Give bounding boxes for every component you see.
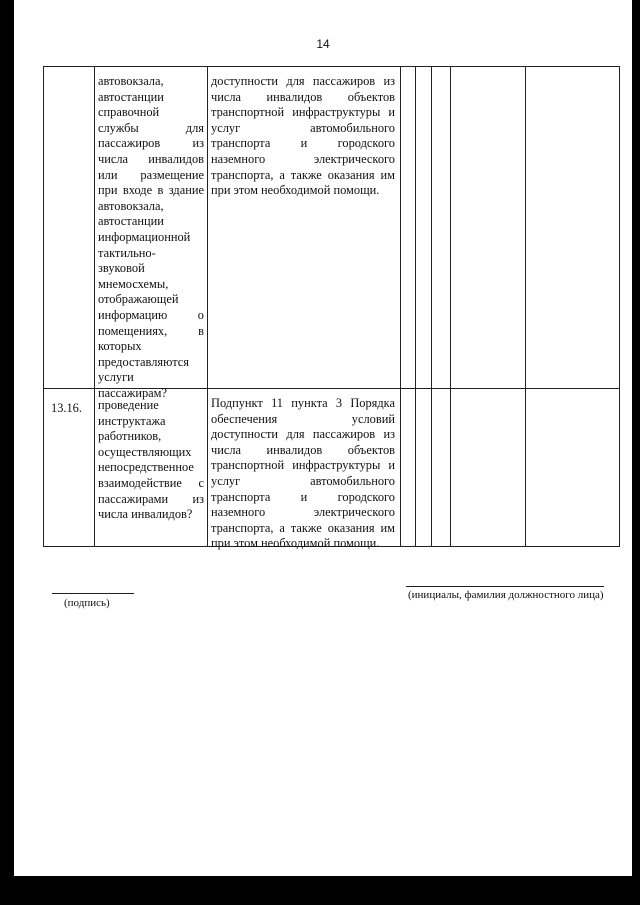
signature-caption: (подпись): [64, 597, 110, 609]
cell-text-line: при этом необходимой помощи.: [211, 536, 380, 551]
name-line: [406, 586, 604, 587]
cell-text-line: услуг автомобильного: [211, 120, 395, 135]
table-border-col3: [400, 66, 401, 547]
cell-text-line: транспорта, а также оказания им: [211, 167, 395, 182]
cell-text-line: при входе в здание: [98, 183, 204, 198]
table-border-col7: [525, 66, 526, 547]
table-border-top: [43, 66, 620, 67]
cell-text-line: при этом необходимой помощи.: [211, 183, 380, 198]
cell-text-line: инструктажа: [98, 413, 166, 428]
cell-text-line: услуг автомобильного: [211, 473, 395, 488]
cell-text-line: мнемосхемы,: [98, 276, 169, 291]
cell-text-line: пассажирам?: [98, 385, 168, 400]
cell-text-line: пассажиров из: [98, 136, 204, 151]
cell-text-line: наземного электрического: [211, 505, 395, 520]
cell-text-line: транспортной инфраструктуры и: [211, 458, 395, 473]
cell-text-line: предоставляются: [98, 354, 189, 369]
question-cell: [98, 74, 204, 401]
cell-text-line: транспорта и городского: [211, 136, 395, 151]
table-border-col2: [207, 66, 208, 547]
cell-text-line: взаимодействие с: [98, 475, 204, 490]
cell-text-line: Подпункт 11 пункта 3 Порядка: [211, 396, 395, 410]
cell-text-line: автостанции: [98, 89, 164, 104]
cell-text-line: службы для: [98, 120, 204, 135]
cell-text-line: тактильно-: [98, 245, 156, 260]
cell-text-line: числа инвалидов?: [98, 507, 193, 522]
table-border-col1: [94, 66, 95, 547]
name-caption: (инициалы, фамилия должностного лица): [408, 589, 604, 601]
reference-cell: [211, 74, 395, 199]
page-number: 14: [316, 37, 330, 51]
cell-text-line: транспортной инфраструктуры и: [211, 105, 395, 120]
cell-text-line: непосредственное: [98, 460, 194, 475]
cell-text-line: доступности для пассажиров из: [211, 74, 395, 88]
cell-text-line: числа инвалидов: [98, 151, 204, 166]
cell-text-line: осуществляющих: [98, 444, 192, 459]
cell-text-line: проведение: [98, 398, 159, 412]
cell-text-line: информацию о: [98, 307, 204, 322]
document-page: [14, 0, 632, 876]
cell-text-line: доступности для пассажиров из: [211, 427, 395, 442]
signature-line: [52, 593, 134, 594]
table-border-col6: [450, 66, 451, 547]
cell-text-line: отображающей: [98, 292, 179, 307]
table-border-left: [43, 66, 44, 547]
cell-text-line: наземного электрического: [211, 151, 395, 166]
table-border-right: [619, 66, 620, 547]
cell-text-line: транспорта, а также оказания им: [211, 520, 395, 535]
cell-text-line: справочной: [98, 105, 160, 120]
cell-text-line: помещениях, в: [98, 323, 204, 338]
table-border-col4: [415, 66, 416, 547]
reference-cell: [211, 396, 395, 552]
cell-text-line: транспорта и городского: [211, 489, 395, 504]
cell-text-line: звуковой: [98, 261, 145, 276]
cell-text-line: или размещение: [98, 167, 204, 182]
cell-text-line: информационной: [98, 229, 191, 244]
question-cell: [98, 398, 204, 523]
cell-text-line: автовокзала,: [98, 198, 164, 213]
cell-text-line: числа инвалидов объектов: [211, 442, 395, 457]
cell-text-line: пассажирами из: [98, 491, 204, 506]
table-border-col5: [431, 66, 432, 547]
cell-text-line: числа инвалидов объектов: [211, 89, 395, 104]
cell-text-line: которых: [98, 339, 142, 354]
cell-text-line: автовокзала,: [98, 74, 164, 88]
row-number: 13.16.: [51, 401, 82, 415]
cell-text-line: работников,: [98, 429, 162, 444]
cell-text-line: обеспечения условий: [211, 411, 395, 426]
cell-text-line: автостанции: [98, 214, 164, 229]
cell-text-line: услуги: [98, 370, 134, 385]
